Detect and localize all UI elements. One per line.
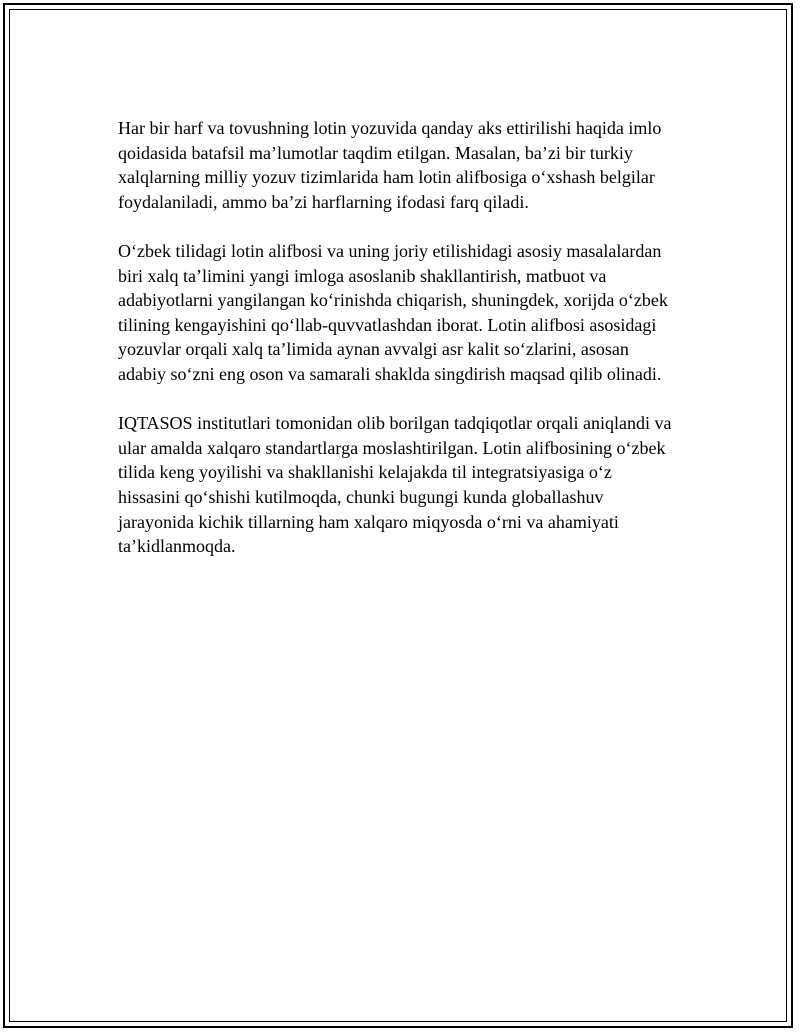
paragraph-1: Har bir harf va tovushning lotin yozuvida qanday aks ettirilishi haqida imlo qoidasida batafsil ma’lumotlar taqdim etilgan. Masalan, ba’zi bir turkiy xalqlarning milliy yozuv tizimlarida ham lotin alifbosiga o‘xshash belgilar foydalaniladi, ammo ba’zi harflarning ifodasi farq qiladi. xyxy=(118,118,662,212)
paragraph-3: IQTASOS institutlari tomonidan olib borilgan tadqiqotlar orqali aniqlandi va ular amalda xalqaro standartlarga moslashtirilgan. Lotin alifbosining o‘zbek tilida keng yoyilishi va shakllanishi kelajakda til integratsiyasiga o‘z hissasini qo‘shishi kutilmoqda, chunki bugungi kunda globallashuv jarayonida kichik tillarning ham xalqaro miqyosda o‘rni va ahamiyati ta’kidlanmoqda. xyxy=(118,413,672,557)
paragraph-2: O‘zbek tilidagi lotin alifbosi va uning joriy etilishidagi asosiy masalalardan biri xalq ta’limini yangi imloga asoslanib shakllantirish, matbuot va adabiyotlarni yangilangan ko‘rinishda chiqarish, shuningdek, xorijda o‘zbek tilining kengayishini qo‘llab-quvvatlashdan iborat. Lotin alifbosi asosidagi yozuvlar orqali xalq ta’limida aynan avvalgi asr kalit so‘zlarini, asosan adabiy so‘zni eng oson va samarali shaklda singdirish maqsad qilib olinadi. xyxy=(118,240,668,384)
document-body xyxy=(118,116,698,583)
